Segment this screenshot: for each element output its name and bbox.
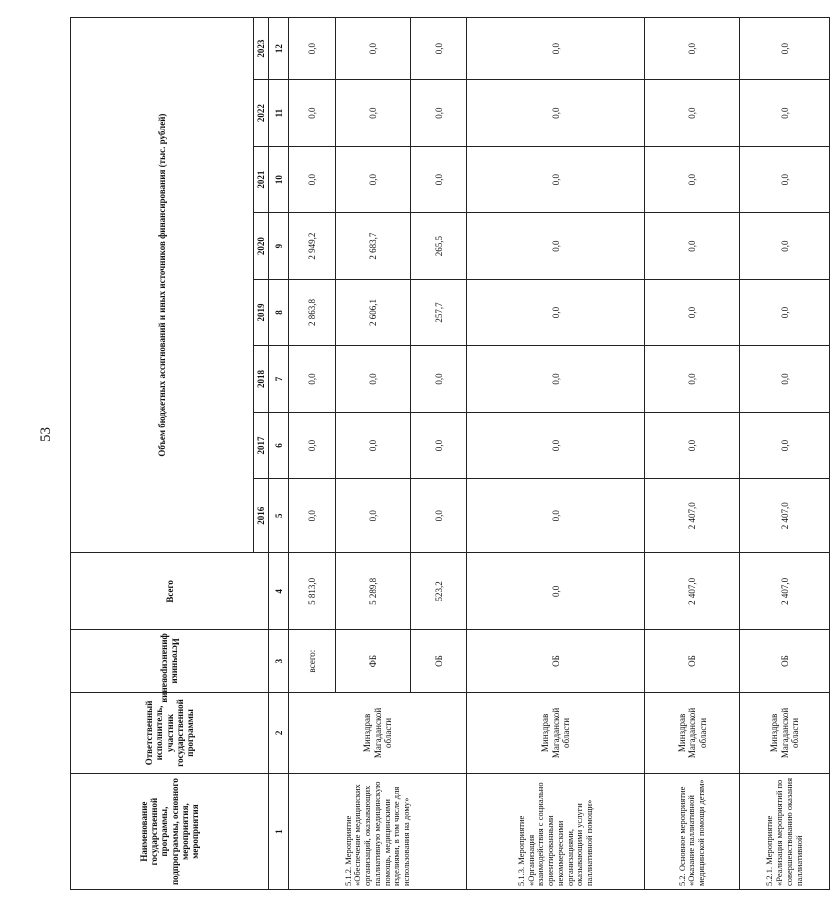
year-amount-2022: 0,0 bbox=[740, 80, 830, 146]
total-amount: 2 407,0 bbox=[645, 553, 740, 630]
page-number: 53 bbox=[38, 427, 54, 442]
funding-table bbox=[70, 17, 830, 890]
year-amount-2018: 0,0 bbox=[740, 346, 830, 412]
column-index: 5 bbox=[269, 479, 289, 553]
year-amount-2023: 0,0 bbox=[411, 18, 467, 80]
header-year: 2017 bbox=[254, 412, 269, 478]
year-amount-2020: 0,0 bbox=[645, 213, 740, 279]
year-amount-2016: 0,0 bbox=[467, 479, 645, 553]
column-index: 6 bbox=[269, 412, 289, 478]
column-index: 3 bbox=[269, 630, 289, 692]
year-amount-2023: 0,0 bbox=[740, 18, 830, 80]
column-index: 12 bbox=[269, 18, 289, 80]
year-amount-2023: 0,0 bbox=[645, 18, 740, 80]
year-amount-2020: 265,5 bbox=[411, 213, 467, 279]
rotated-page bbox=[70, 17, 804, 890]
year-amount-2023: 0,0 bbox=[336, 18, 411, 80]
year-amount-2019: 0,0 bbox=[467, 279, 645, 345]
header-total: Всего bbox=[71, 553, 269, 630]
year-amount-2021: 0,0 bbox=[336, 146, 411, 212]
responsible-executor: Минздрав Магаданской области bbox=[289, 692, 467, 774]
total-amount: 5 289,8 bbox=[336, 553, 411, 630]
activity-name: 5.1.3. Мероприятие «Организация взаимодействия с социально ориентированными некоммерческими организациями, оказывающими услуги паллиативной помощи» bbox=[467, 774, 645, 890]
year-amount-2018: 0,0 bbox=[411, 346, 467, 412]
total-amount: 5 813,0 bbox=[289, 553, 336, 630]
year-amount-2016: 2 407,0 bbox=[740, 479, 830, 553]
year-amount-2021: 0,0 bbox=[645, 146, 740, 212]
column-index: 9 bbox=[269, 213, 289, 279]
year-amount-2019: 2 863,8 bbox=[289, 279, 336, 345]
header-year: 2020 bbox=[254, 213, 269, 279]
year-amount-2017: 0,0 bbox=[467, 412, 645, 478]
table-row bbox=[289, 18, 336, 890]
funding-source: ОБ bbox=[740, 630, 830, 692]
year-amount-2022: 0,0 bbox=[289, 80, 336, 146]
table-row bbox=[467, 18, 645, 890]
table-row bbox=[645, 18, 740, 890]
total-amount: 523,2 bbox=[411, 553, 467, 630]
header-year: 2022 bbox=[254, 80, 269, 146]
year-amount-2016: 0,0 bbox=[289, 479, 336, 553]
responsible-executor: Минздрав Магаданской области bbox=[645, 692, 740, 774]
year-amount-2021: 0,0 bbox=[289, 146, 336, 212]
year-amount-2021: 0,0 bbox=[740, 146, 830, 212]
year-amount-2018: 0,0 bbox=[289, 346, 336, 412]
responsible-executor: Минздрав Магаданской области bbox=[467, 692, 645, 774]
header-funding-group: Объем бюджетных ассигнований и иных источников финансирования (тыс. рублей) bbox=[71, 18, 254, 553]
year-amount-2022: 0,0 bbox=[411, 80, 467, 146]
year-amount-2017: 0,0 bbox=[645, 412, 740, 478]
header-year: 2021 bbox=[254, 146, 269, 212]
column-index-row bbox=[269, 18, 289, 890]
year-amount-2019: 2 606,1 bbox=[336, 279, 411, 345]
total-amount: 2 407,0 bbox=[740, 553, 830, 630]
funding-source: ОБ bbox=[411, 630, 467, 692]
header-year: 2018 bbox=[254, 346, 269, 412]
column-index: 10 bbox=[269, 146, 289, 212]
column-index: 4 bbox=[269, 553, 289, 630]
year-amount-2016: 0,0 bbox=[336, 479, 411, 553]
year-amount-2018: 0,0 bbox=[467, 346, 645, 412]
year-amount-2017: 0,0 bbox=[411, 412, 467, 478]
activity-name: 5.2. Основное мероприятие «Оказание паллиативной медицинской помощи детям» bbox=[645, 774, 740, 890]
year-amount-2018: 0,0 bbox=[336, 346, 411, 412]
year-amount-2022: 0,0 bbox=[336, 80, 411, 146]
year-amount-2020: 2 949,2 bbox=[289, 213, 336, 279]
total-amount: 0,0 bbox=[467, 553, 645, 630]
year-amount-2019: 0,0 bbox=[645, 279, 740, 345]
column-index: 11 bbox=[269, 80, 289, 146]
year-amount-2016: 0,0 bbox=[411, 479, 467, 553]
year-amount-2017: 0,0 bbox=[336, 412, 411, 478]
year-amount-2018: 0,0 bbox=[645, 346, 740, 412]
column-index: 7 bbox=[269, 346, 289, 412]
header-year: 2019 bbox=[254, 279, 269, 345]
year-amount-2022: 0,0 bbox=[467, 80, 645, 146]
year-amount-2023: 0,0 bbox=[467, 18, 645, 80]
year-amount-2021: 0,0 bbox=[467, 146, 645, 212]
table-row bbox=[740, 18, 830, 890]
funding-source: ФБ bbox=[336, 630, 411, 692]
year-amount-2017: 0,0 bbox=[740, 412, 830, 478]
activity-name: 5.2.1. Мероприятие «Реализация мероприятий по совершенствованию оказания паллиативной bbox=[740, 774, 830, 890]
column-index: 1 bbox=[269, 774, 289, 890]
header-name: Наименование государственной программы, подпрограммы, основного мероприятия, мероприятия bbox=[71, 774, 269, 890]
activity-name: 5.1.2. Мероприятие «Обеспечение медицинских организаций, оказывающих паллиативную медицинскую помощь, медицинскими изделиями, в том числе для использования на дому» bbox=[289, 774, 467, 890]
header-responsible: Ответственный исполнитель, участник государственной программы bbox=[71, 692, 269, 774]
column-index: 8 bbox=[269, 279, 289, 345]
year-amount-2020: 2 683,7 bbox=[336, 213, 411, 279]
year-amount-2017: 0,0 bbox=[289, 412, 336, 478]
responsible-executor: Минздрав Магаданской области bbox=[740, 692, 830, 774]
year-amount-2023: 0,0 bbox=[289, 18, 336, 80]
year-amount-2019: 257,7 bbox=[411, 279, 467, 345]
year-amount-2022: 0,0 bbox=[645, 80, 740, 146]
year-amount-2016: 2 407,0 bbox=[645, 479, 740, 553]
column-index: 2 bbox=[269, 692, 289, 774]
header-source: Источники финансирования bbox=[71, 630, 269, 692]
year-amount-2021: 0,0 bbox=[411, 146, 467, 212]
year-amount-2020: 0,0 bbox=[740, 213, 830, 279]
funding-source: ОБ bbox=[467, 630, 645, 692]
year-amount-2020: 0,0 bbox=[467, 213, 645, 279]
funding-source: всего: bbox=[289, 630, 336, 692]
header-year: 2023 bbox=[254, 18, 269, 80]
year-amount-2019: 0,0 bbox=[740, 279, 830, 345]
funding-source: ОБ bbox=[645, 630, 740, 692]
header-year: 2016 bbox=[254, 479, 269, 553]
